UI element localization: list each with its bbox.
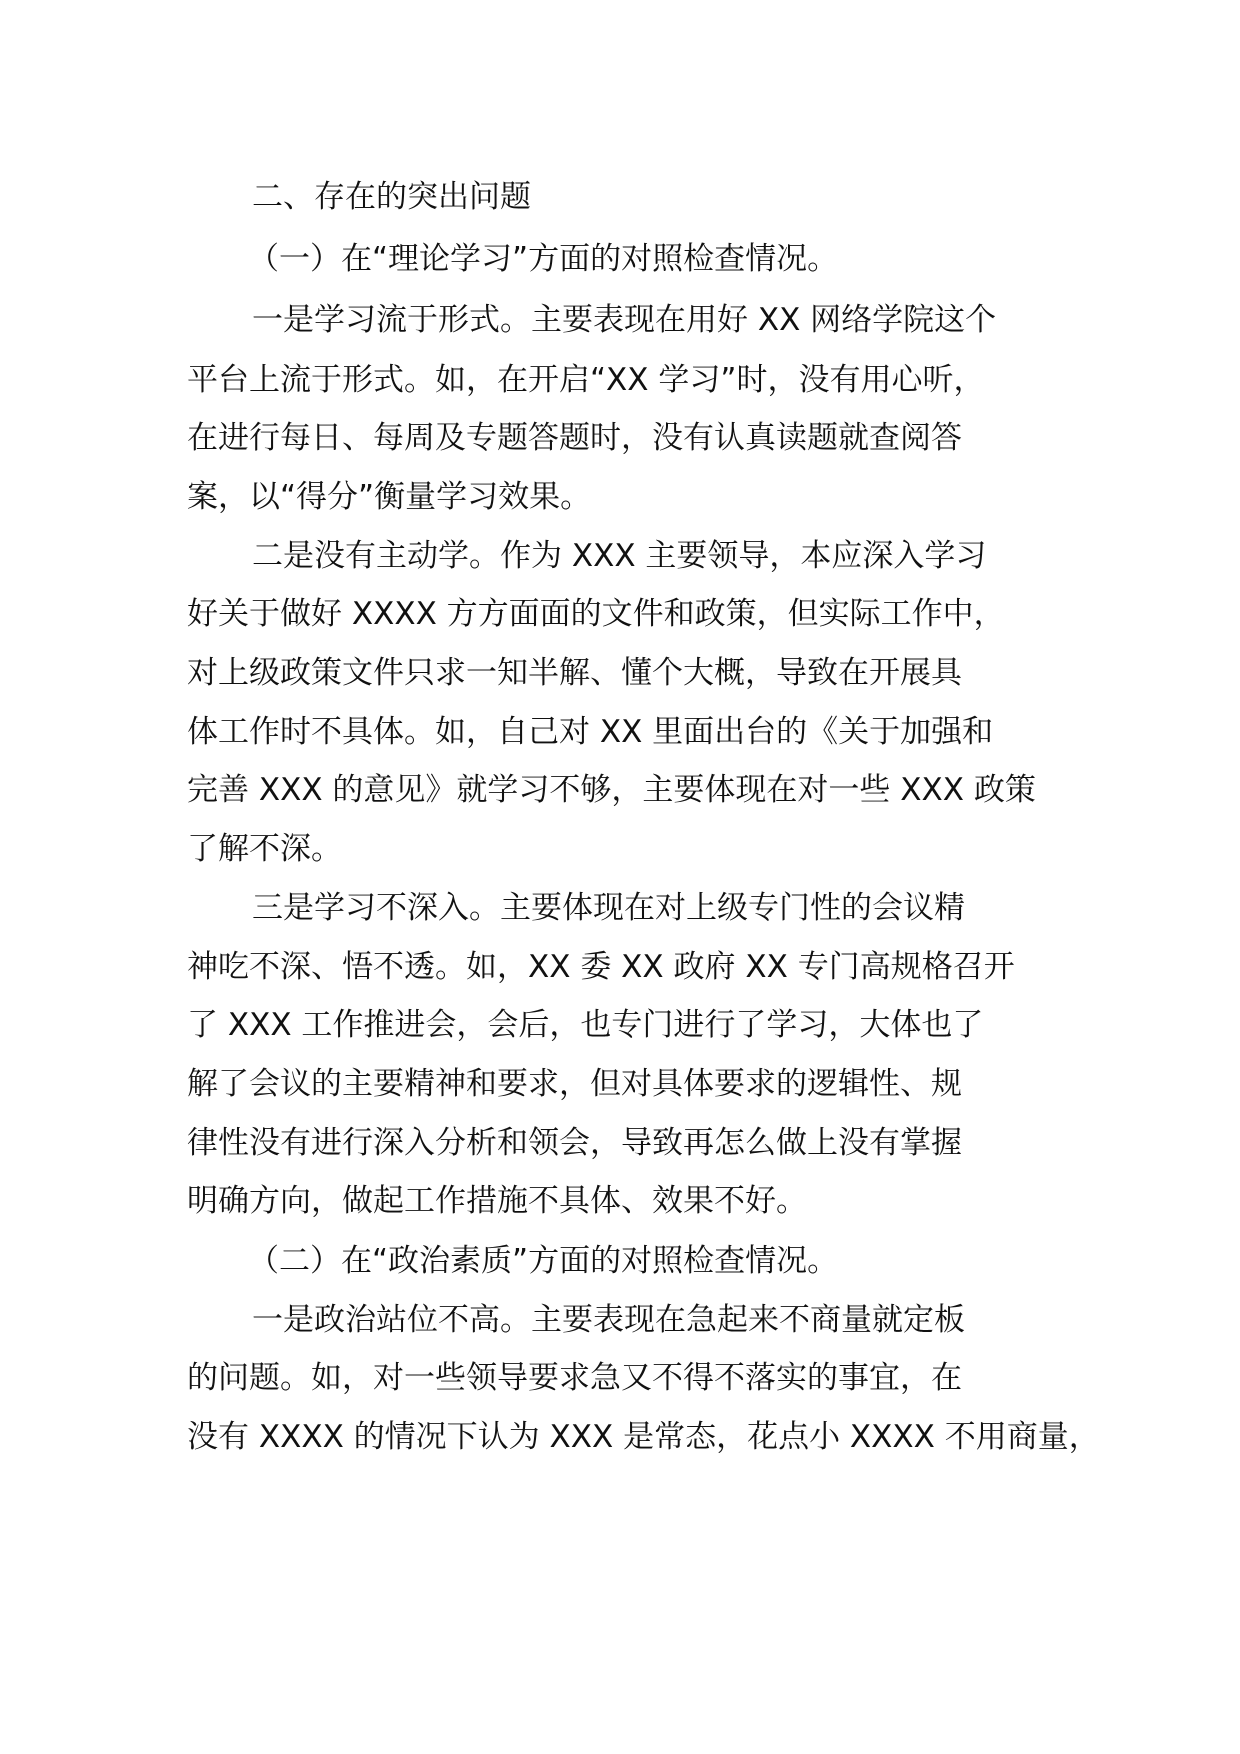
- paragraph-line: 好关于做好 XXXX 方方面面的文件和政策，但实际工作中，: [187, 596, 1005, 632]
- paragraph-line: 二是没有主动学。作为 XXX 主要领导，本应深入学习: [252, 538, 987, 574]
- paragraph-line: 神吃不深、悟不透。如，XX 委 XX 政府 XX 专门高规格召开: [187, 949, 1015, 985]
- paragraph-line: 在进行每日、每周及专题答题时，没有认真读题就查阅答: [187, 420, 962, 456]
- paragraph-line: 没有 XXXX 的情况下认为 XXX 是常态，花点小 XXXX 不用商量，: [187, 1419, 1100, 1455]
- paragraph-line: 平台上流于形式。如，在开启“XX 学习”时，没有用心听，: [187, 362, 985, 398]
- paragraph-line: 三是学习不深入。主要体现在对上级专门性的会议精: [252, 890, 965, 926]
- paragraph-line: 完善 XXX 的意见》就学习不够，主要体现在对一些 XXX 政策: [187, 772, 1036, 808]
- paragraph-line: 解了会议的主要精神和要求，但对具体要求的逻辑性、规: [187, 1066, 962, 1102]
- paragraph-line: 案，以“得分”衡量学习效果。: [187, 479, 592, 515]
- paragraph-line: 明确方向，做起工作措施不具体、效果不好。: [187, 1183, 807, 1219]
- paragraph-line: 一是政治站位不高。主要表现在急起来不商量就定板: [252, 1302, 965, 1338]
- section-heading: 二、存在的突出问题: [252, 179, 531, 215]
- paragraph-line: 的问题。如，对一些领导要求急又不得不落实的事宜，在: [187, 1360, 962, 1396]
- paragraph-line: 对上级政策文件只求一知半解、懂个大概，导致在开展具: [187, 655, 962, 691]
- paragraph-line: 律性没有进行深入分析和领会，导致再怎么做上没有掌握: [187, 1125, 962, 1161]
- paragraph-line: 了解不深。: [187, 831, 342, 867]
- paragraph-line: 体工作时不具体。如，自己对 XX 里面出台的《关于加强和: [187, 714, 994, 750]
- subsection-heading: （一）在“理论学习”方面的对照检查情况。: [248, 241, 839, 277]
- paragraph-line: 了 XXX 工作推进会，会后，也专门进行了学习，大体也了: [187, 1007, 984, 1043]
- paragraph-line: 一是学习流于形式。主要表现在用好 XX 网络学院这个: [252, 302, 997, 338]
- subsection-heading: （二）在“政治素质”方面的对照检查情况。: [248, 1243, 839, 1279]
